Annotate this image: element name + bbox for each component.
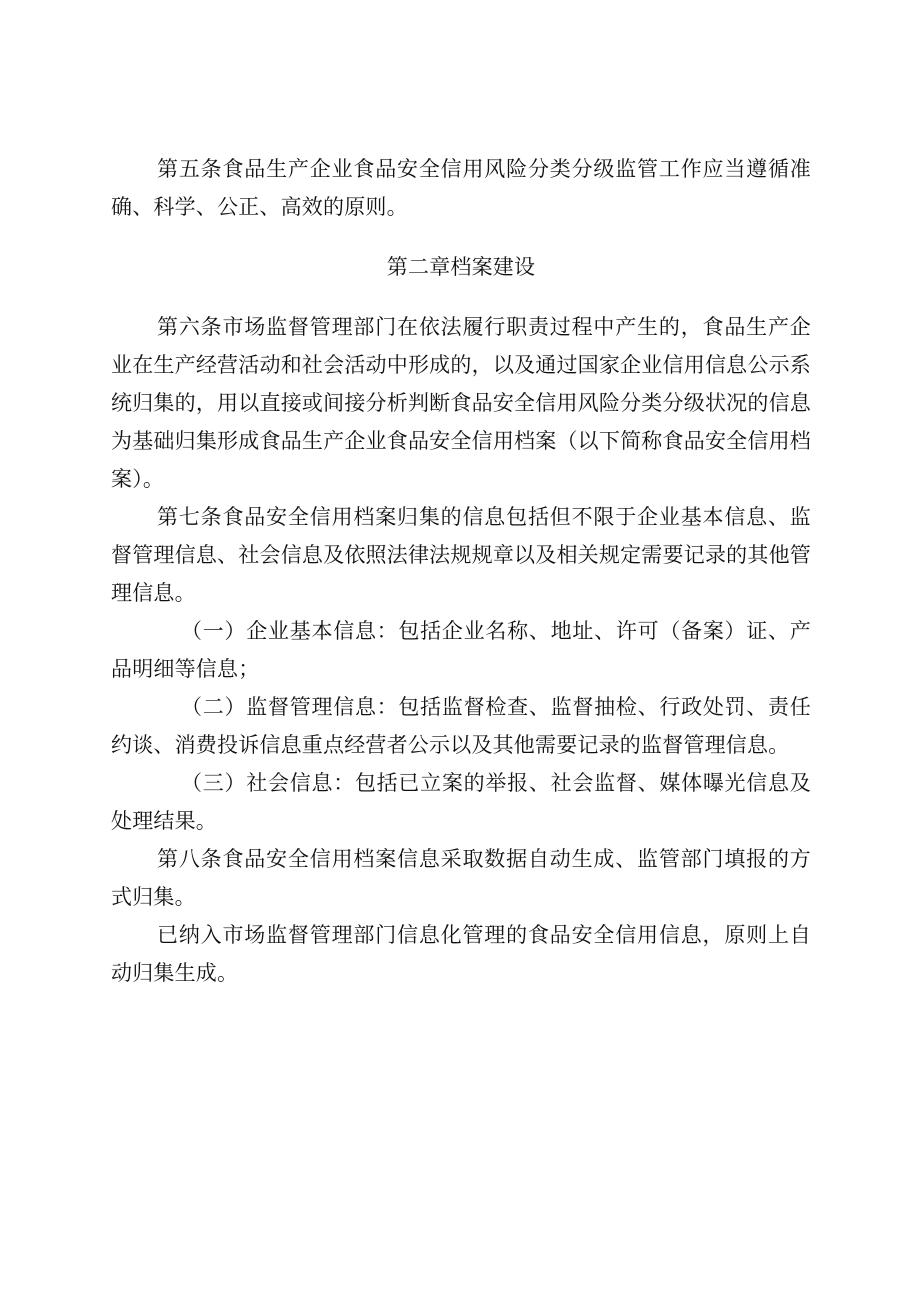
article-8-second-paragraph: 已纳入市场监督管理部门信息化管理的食品安全信用信息，原则上自动归集生成。 <box>111 923 811 985</box>
article-5-paragraph: 第五条食品生产企业食品安全信用风险分类分级监管工作应当遵循准确、科学、公正、高效的原则。 <box>111 157 811 219</box>
article-8-paragraph: 第八条食品安全信用档案信息采取数据自动生成、监管部门填报的方式归集。 <box>111 847 811 909</box>
chapter-2-heading: 第二章档案建设 <box>386 255 536 279</box>
item-1-paragraph: （一）企业基本信息：包括企业名称、地址、许可（备案）证、产品明细等信息； <box>111 619 811 681</box>
item-2-paragraph: （二）监督管理信息：包括监督检查、监督抽检、行政处罚、责任约谈、消费投诉信息重点经营者公示以及其他需要记录的监督管理信息。 <box>111 695 811 757</box>
item-3-paragraph: （三）社会信息：包括已立案的举报、社会监督、媒体曝光信息及处理结果。 <box>111 771 811 833</box>
article-6-paragraph: 第六条市场监督管理部门在依法履行职责过程中产生的，食品生产企业在生产经营活动和社会活动中形成的，以及通过国家企业信用信息公示系统归集的，用以直接或间接分析判断食品安全信用风险分类分级状况的信息为基础归集形成食品生产企业食品安全信用档案（以下简称食品安全信用档案）。 <box>111 315 811 491</box>
document-page <box>111 150 811 992</box>
article-7-paragraph: 第七条食品安全信用档案归集的信息包括但不限于企业基本信息、监督管理信息、社会信息及依照法律法规规章以及相关规定需要记录的其他管理信息。 <box>111 505 811 605</box>
